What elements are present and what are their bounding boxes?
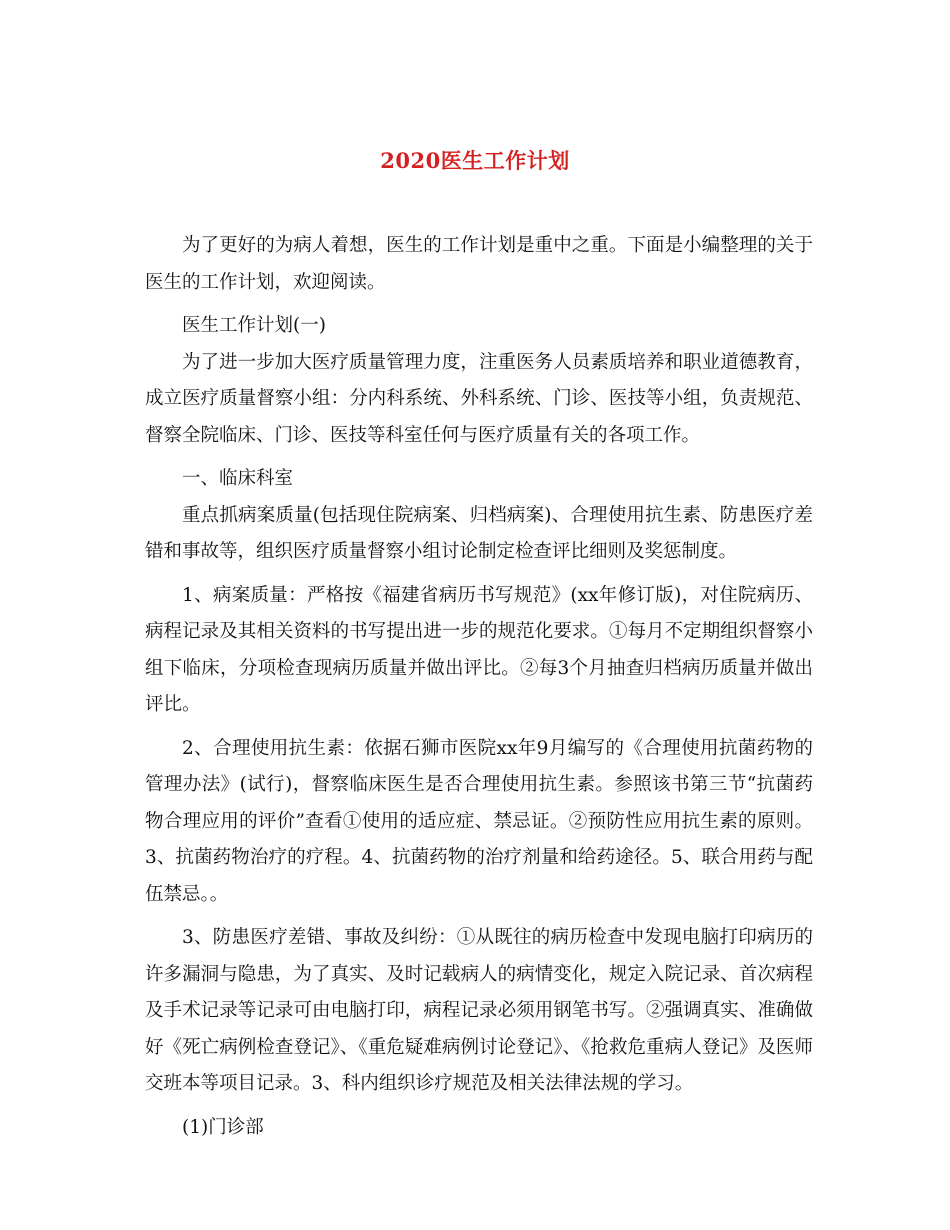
section-heading-outpatient: (1)门诊部 — [182, 1116, 264, 1138]
clinical-focus-paragraph: 重点抓病案质量(包括现住院病案、归档病案)、合理使用抗生素、防患医疗差错和事故等，组织医疗质量督察小组讨论制定检查评比细则及奖惩制度。 — [145, 504, 813, 562]
intro-paragraph: 为了更好的为病人着想，医生的工作计划是重中之重。下面是小编整理的关于医生的工作计划，欢迎阅读。 — [145, 235, 813, 293]
error-prevention-paragraph: 3、防患医疗差错、事故及纠纷：①从既往的病历检查中发现电脑打印病历的许多漏洞与隐患，为了真实、及时记载病人的病情变化，规定入院记录、首次病程及手术记录等记录可由电脑打印，病程记录必须用钢笔书写。②强调真实、准确做好《死亡病例检查登记》、《重危疑难病例讨论登记》、《抢救危重病人登记》及医师交班本等项目记录。3、科内组织诊疗规范及相关法律法规的学习。 — [145, 927, 813, 1094]
document-title: 2020医生工作计划 — [380, 148, 570, 173]
antibiotics-paragraph: 2、合理使用抗生素：依据石狮市医院xx年9月编写的《合理使用抗菌药物的管理办法》(试行)，督察临床医生是否合理使用抗生素。参照该书第三节“抗菌药物合理应用的评价”查看①使用的适应症、禁忌证。②预防性应用抗生素的原则。3、抗菌药物治疗的疗程。4、抗菌药物的治疗剂量和给药途径。5、联合用药与配伍禁忌。。 — [145, 737, 813, 905]
section-heading-clinical: 一、临床科室 — [182, 468, 294, 489]
document-body — [145, 228, 813, 1153]
medical-records-paragraph: 1、病案质量：严格按《福建省病历书写规范》(xx年修订版)，对住院病历、病程记录及其相关资料的书写提出进一步的规范化要求。①每月不定期组织督察小组下临床，分项检查现病历质量并做出评比。②每3个月抽查归档病历质量并做出评比。 — [145, 584, 813, 715]
section-heading-plan-one: 医生工作计划(一) — [182, 315, 326, 336]
quality-team-paragraph: 为了进一步加大医疗质量管理力度，注重医务人员素质培养和职业道德教育，成立医疗质量督察小组：分内科系统、外科系统、门诊、医技等小组，负责规范、督察全院临床、门诊、医技等科室任何与医疗质量有关的各项工作。 — [145, 351, 813, 446]
